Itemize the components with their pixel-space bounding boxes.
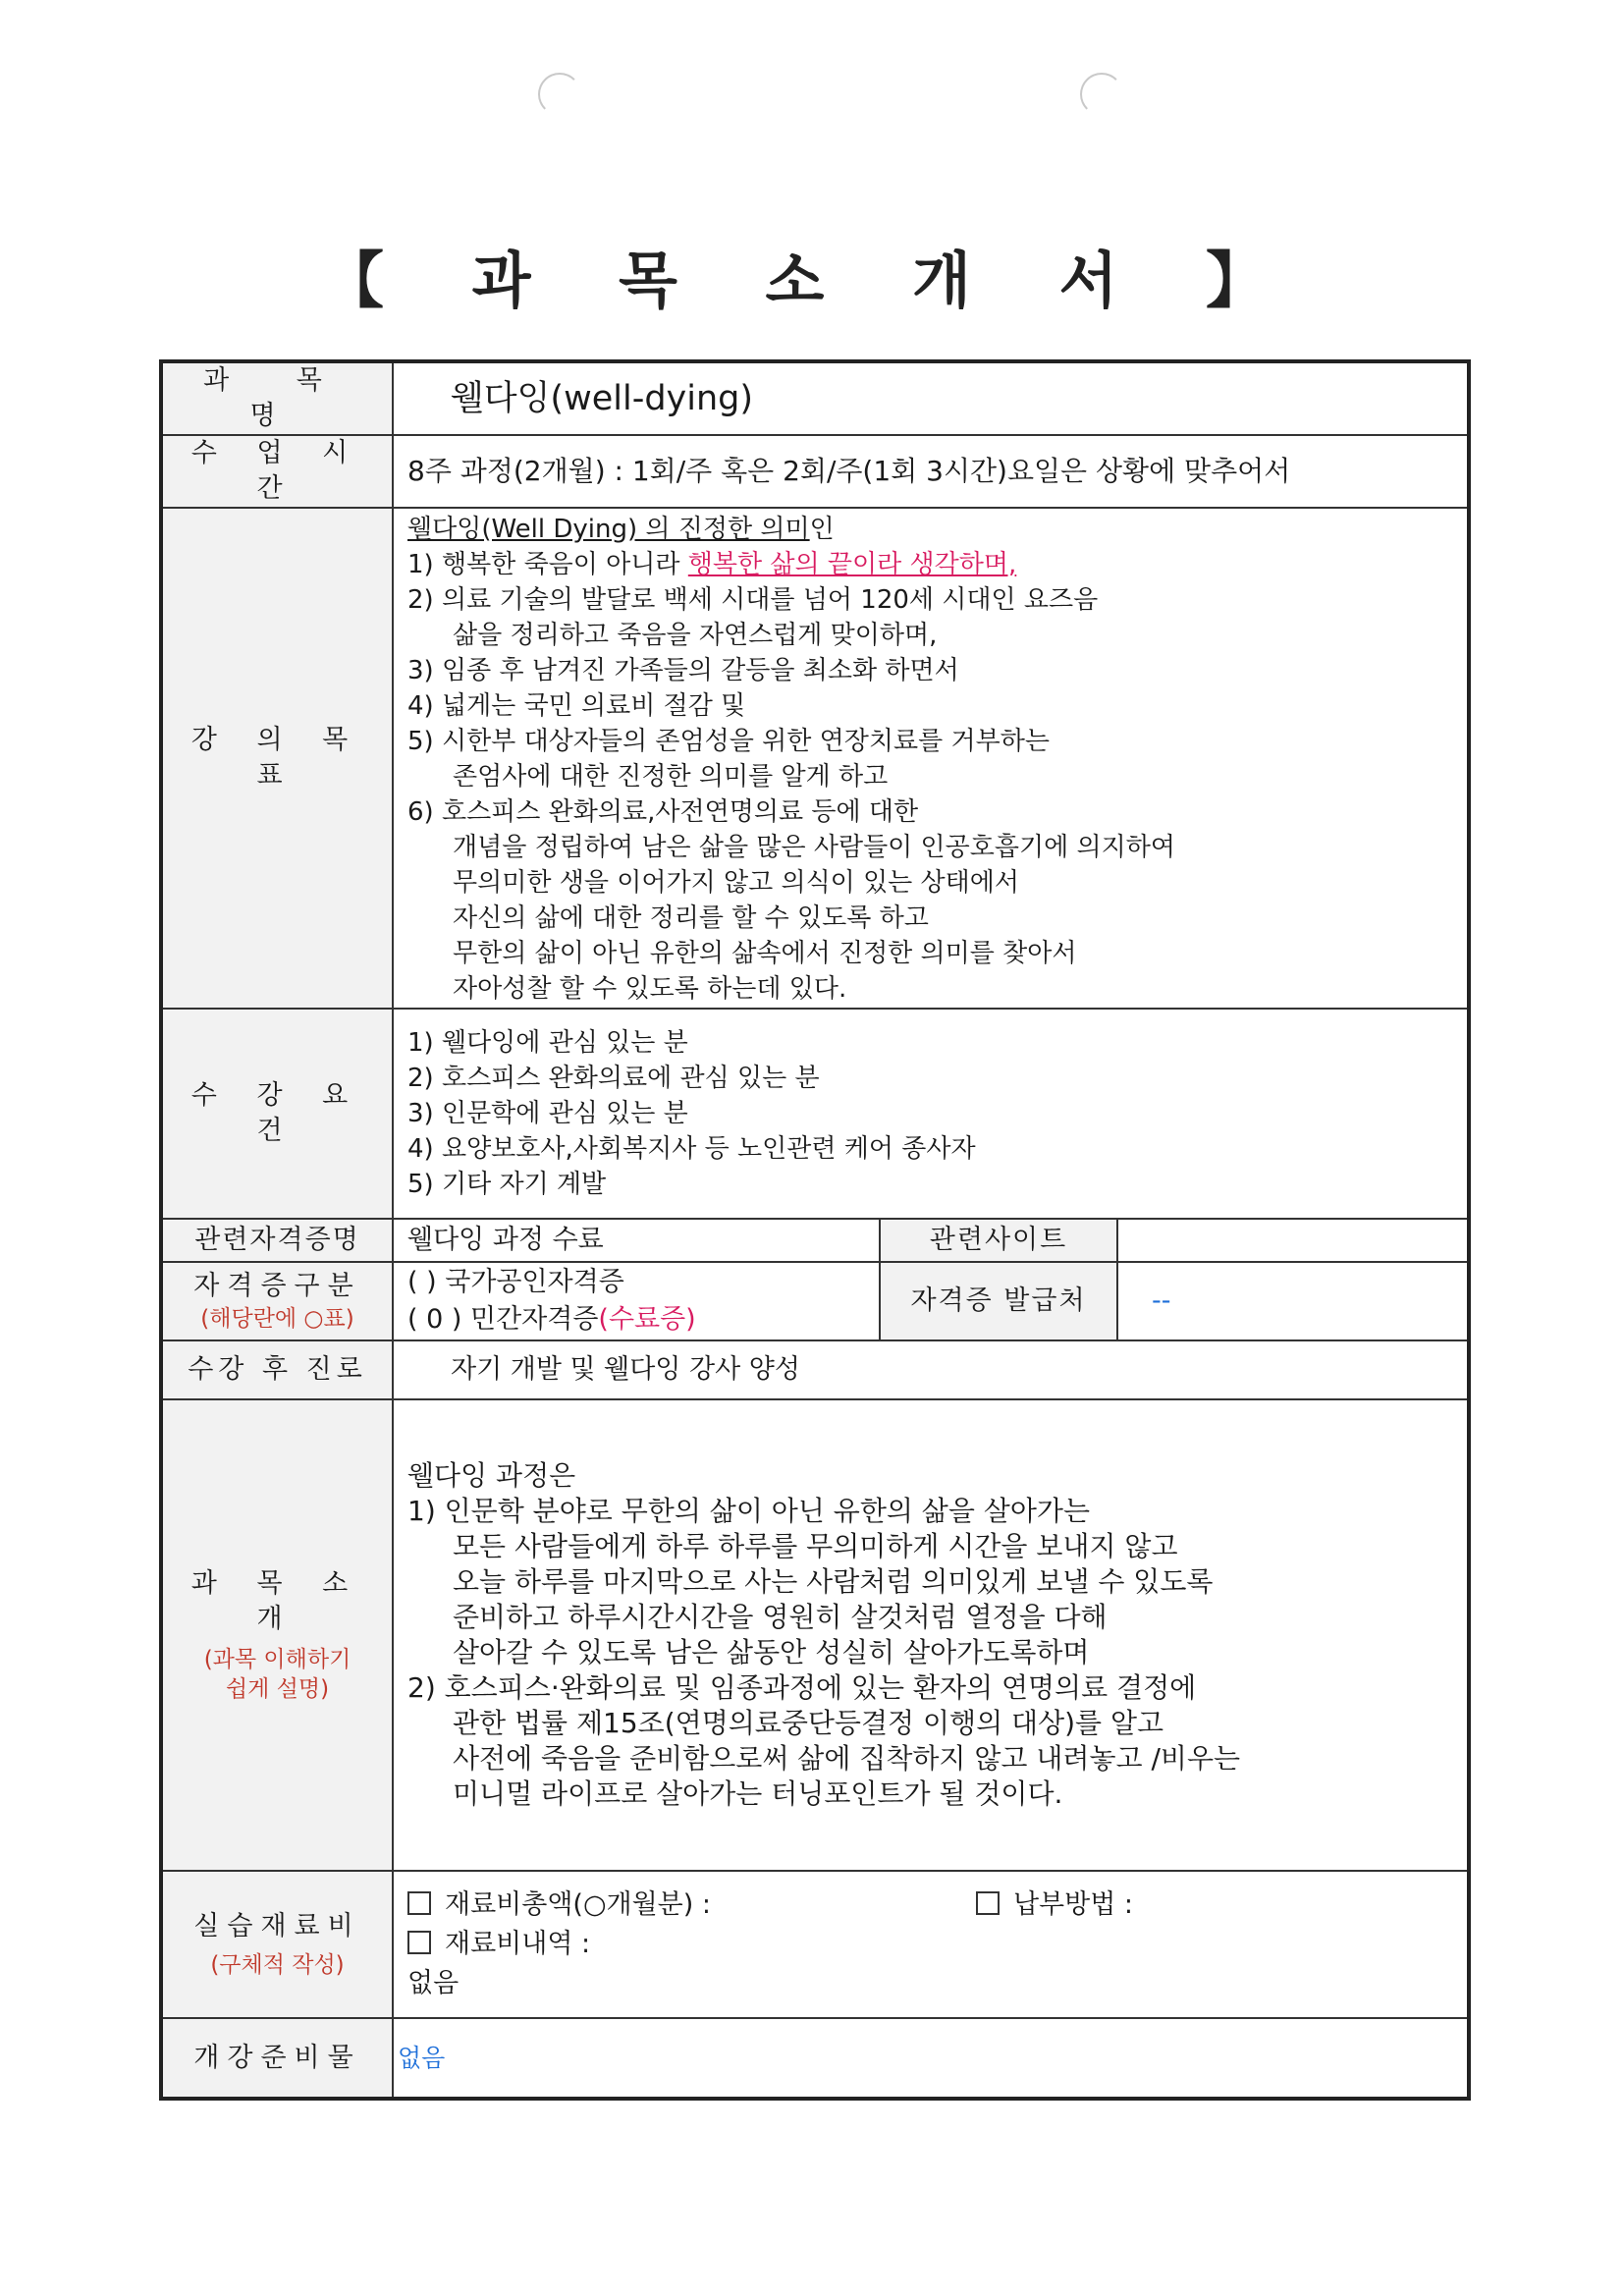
row-cert-type — [161, 1262, 1469, 1340]
checkbox-payment[interactable] — [976, 1891, 1000, 1915]
objectives-line: 개념을 정립하여 남은 삶을 많은 사람들이 인공호흡기에 의지하여 — [453, 833, 1175, 862]
prep-label: 개강준비물 — [161, 2018, 393, 2099]
objectives-line: 6) 호스피스 완화의료,사전연명의료 등에 대한 — [407, 797, 919, 827]
cert-option-private: ( 0 ) 민간자격증 — [407, 1304, 599, 1335]
course-intro-content — [393, 1399, 1469, 1871]
course-intro-line: 모든 사람들에게 하루 하루를 무의미하게 시간을 보내지 않고 — [453, 1530, 1178, 1562]
class-time-label: 수 업 시 간 — [161, 435, 393, 508]
row-objectives — [161, 508, 1469, 1009]
materials-label-text: 실습재료비 — [193, 1911, 361, 1941]
objectives-item-1b: 행복한 삶의 끝이라 생각하며, — [687, 550, 1017, 579]
requirements-content — [393, 1009, 1469, 1219]
course-intro-line: 살아갈 수 있도록 남은 삶동안 성실히 살아가도록하며 — [453, 1636, 1090, 1668]
course-intro-sublabel: (과목 이해하기 쉽게 설명) — [203, 1647, 352, 1702]
requirement-item: 5) 기타 자기 계발 — [407, 1170, 607, 1199]
course-intro-label-text: 과 목 소 개 — [190, 1568, 364, 1634]
objectives-line: 무한의 삶이 아닌 유한의 삶속에서 진정한 의미를 찾아서 — [453, 939, 1077, 968]
course-name-value: 웰다잉(well-dying) — [393, 361, 1469, 435]
course-intro-heading: 웰다잉 과정은 — [407, 1459, 576, 1492]
objectives-line: 2) 의료 기술의 발달로 백세 시대를 넘어 120세 시대인 요즈음 — [407, 585, 1099, 615]
objectives-label: 강 의 목 표 — [161, 508, 393, 1009]
course-intro-line: 2) 호스피스·완화의료 및 임종과정에 있는 환자의 연명의료 결정에 — [407, 1671, 1197, 1704]
course-form-table — [159, 359, 1471, 2101]
related-site-label: 관련사이트 — [880, 1219, 1117, 1262]
course-intro-line: 1) 인문학 분야로 무한의 삶이 아닌 유한의 삶을 살아가는 — [407, 1495, 1090, 1527]
materials-sublabel: (구체적 작성) — [210, 1952, 345, 1978]
cert-type-options — [393, 1262, 880, 1340]
row-class-time — [161, 435, 1469, 508]
course-name-label: 과 목 명 — [161, 361, 393, 435]
row-course-name — [161, 361, 1469, 435]
objectives-line: 5) 시한부 대상자들의 존엄성을 위한 연장치료를 거부하는 — [407, 727, 1050, 756]
course-intro-line: 관한 법률 제15조(연명의료중단등결정 이행의 대상)를 알고 — [453, 1707, 1164, 1739]
checkbox-total[interactable] — [407, 1891, 431, 1915]
course-intro-line: 준비하고 하루시간시간을 영원히 살것처럼 열정을 다해 — [453, 1601, 1108, 1633]
issuer-label: 자격증 발급처 — [880, 1262, 1117, 1340]
certificate-label: 관련자격증명 — [161, 1219, 393, 1262]
row-materials — [161, 1871, 1469, 2018]
prep-value: 없음 — [393, 2018, 1469, 2099]
row-course-intro — [161, 1399, 1469, 1871]
course-intro-line: 사전에 죽음을 준비함으로써 삶에 집착하지 않고 내려놓고 /비우는 — [453, 1742, 1241, 1775]
cert-option-completion: (수료증) — [598, 1304, 696, 1335]
objectives-item-1a: 1) 행복한 죽음이 아니라 — [407, 550, 688, 579]
objectives-intro-suffix: 인 — [809, 515, 835, 544]
materials-value: 없음 — [407, 1968, 460, 1998]
objectives-line: 존엄사에 대한 진정한 의미를 알게 하고 — [453, 762, 889, 792]
materials-total: 재료비총액(○개월분) : — [445, 1889, 711, 1920]
requirement-item: 4) 요양보호사,사회복지사 등 노인관련 케어 종사자 — [407, 1134, 976, 1164]
materials-label — [161, 1871, 393, 2018]
requirement-item: 3) 인문학에 관심 있는 분 — [407, 1099, 688, 1128]
objectives-line: 3) 임종 후 남겨진 가족들의 갈등을 최소화 하면서 — [407, 656, 959, 685]
class-time-value: 8주 과정(2개월) : 1회/주 혹은 2회/주(1회 3시간)요일은 상황에 맞추어서 — [393, 435, 1469, 508]
punch-hole-left — [538, 73, 581, 116]
row-career — [161, 1340, 1469, 1399]
requirements-label: 수 강 요 건 — [161, 1009, 393, 1219]
checkbox-detail[interactable] — [407, 1931, 431, 1954]
materials-detail: 재료비내역 : — [445, 1929, 591, 1959]
issuer-value: -- — [1117, 1262, 1469, 1340]
requirement-item: 2) 호스피스 완화의료에 관심 있는 분 — [407, 1064, 820, 1093]
objectives-line: 4) 넓게는 국민 의료비 절감 및 — [407, 691, 746, 721]
cert-option-national: ( ) 국가공인자격증 — [407, 1267, 624, 1297]
requirement-item: 1) 웰다잉에 관심 있는 분 — [407, 1028, 688, 1058]
objectives-content — [393, 508, 1469, 1009]
cert-type-label — [161, 1262, 393, 1340]
objectives-line: 무의미한 생을 이어가지 않고 의식이 있는 상태에서 — [453, 868, 1020, 898]
row-requirements — [161, 1009, 1469, 1219]
page-title: 【 과 목 소 개 서 】 — [323, 245, 1300, 316]
cert-type-label-text: 자격증구분 — [193, 1271, 361, 1301]
course-intro-line: 오늘 하루를 마지막으로 사는 사람처럼 의미있게 보낼 수 있도록 — [453, 1565, 1214, 1598]
career-label: 수강 후 진로 — [161, 1340, 393, 1399]
row-certificate — [161, 1219, 1469, 1262]
objectives-line: 자아성찰 할 수 있도록 하는데 있다. — [453, 974, 847, 1004]
cert-type-sublabel: (해당란에 ○표) — [200, 1306, 354, 1332]
punch-hole-right — [1080, 73, 1123, 116]
objectives-intro: 웰다잉(Well Dying) 의 진정한 의미 — [407, 515, 810, 544]
row-prep — [161, 2018, 1469, 2099]
career-value: 자기 개발 및 웰다잉 강사 양성 — [393, 1340, 1469, 1399]
objectives-line: 자신의 삶에 대한 정리를 할 수 있도록 하고 — [453, 903, 929, 933]
objectives-line: 삶을 정리하고 죽음을 자연스럽게 맞이하며, — [453, 621, 938, 650]
materials-content — [393, 1871, 1469, 2018]
materials-payment: 납부방법 : — [1012, 1889, 1133, 1920]
course-intro-line: 미니멀 라이프로 살아가는 터닝포인트가 될 것이다. — [453, 1777, 1063, 1810]
related-site-value — [1117, 1219, 1469, 1262]
course-intro-label — [161, 1399, 393, 1871]
certificate-value: 웰다잉 과정 수료 — [393, 1219, 880, 1262]
